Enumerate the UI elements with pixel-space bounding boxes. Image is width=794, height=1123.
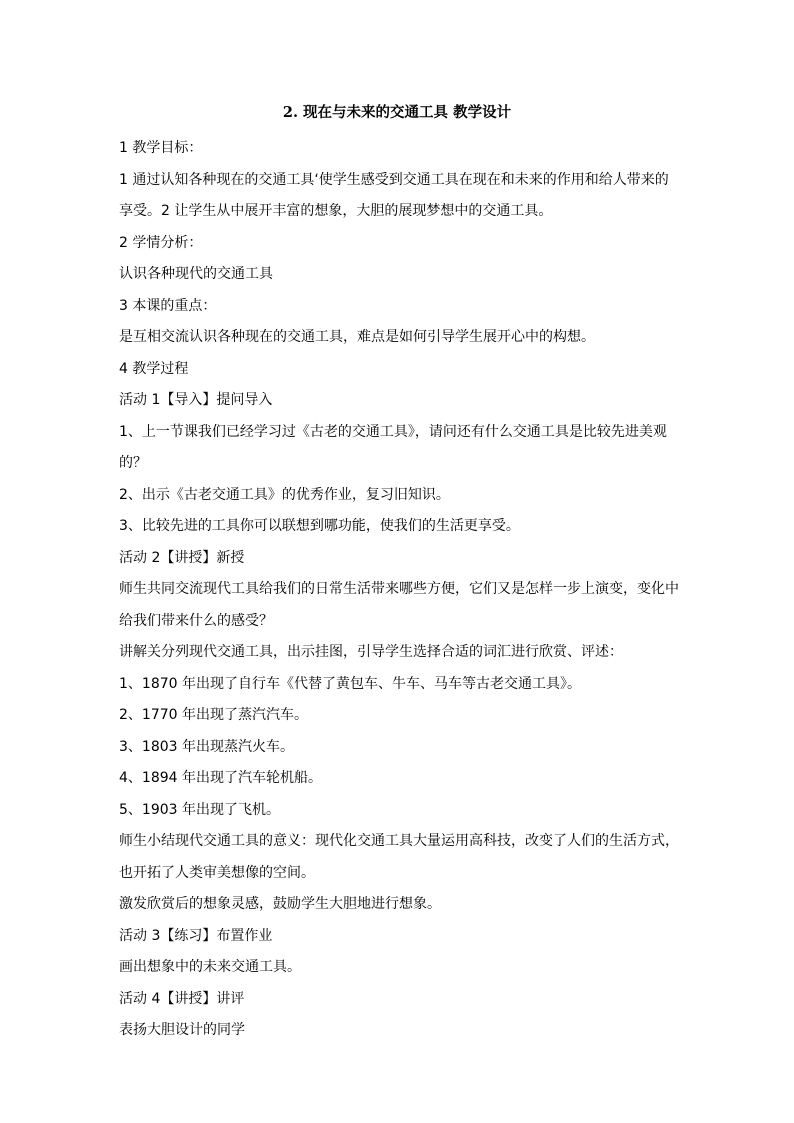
activity-heading: 活动 1【导入】提问导入	[119, 392, 273, 408]
document-title: 2. 现在与未来的交通工具 教学设计	[282, 104, 512, 121]
list-item: 4、1894 年出现了汽车轮机船。	[119, 770, 322, 786]
activity-heading: 活动 4【讲授】讲评	[119, 990, 245, 1007]
paragraph-line: 讲解关分列现代交通工具，出示挂图，引导学生选择合适的词汇进行欣赏、评述：	[119, 644, 623, 660]
paragraph-line: 也开拓了人类审美想像的空间。	[119, 864, 315, 881]
paragraph-line: 师生共同交流现代工具给我们的日常生活带来哪些方便，它们又是怎样一步上演变，变化中	[119, 581, 679, 597]
section-heading-analysis: 2 学情分析：	[119, 234, 203, 251]
paragraph-line: 表扬大胆设计的同学	[119, 1022, 245, 1038]
section-heading-objectives: 1 教学目标：	[119, 140, 203, 156]
paragraph-line: 师生小结现代交通工具的意义：现代化交通工具大量运用高科技，改变了人们的生活方式，	[119, 833, 679, 849]
activity-heading: 活动 2【讲授】新授	[119, 549, 245, 566]
paragraph-line: 1 通过认知各种现在的交通工具‘使学生感受到交通工具在现在和未来的作用和给人带来的	[119, 171, 669, 188]
list-item: 1、1870 年出现了自行车《代替了黄包车、牛车、马车等古老交通工具》。	[119, 675, 581, 692]
paragraph-line: 给我们带来什么的感受？	[119, 612, 273, 629]
paragraph-line: 认识各种现代的交通工具	[119, 266, 273, 282]
section-heading-key-points: 3 本课的重点：	[119, 297, 217, 314]
paragraph-line: 的？	[119, 455, 147, 471]
paragraph-line: 是互相交流认识各种现在的交通工具，难点是如何引导学生展开心中的构想。	[119, 329, 595, 345]
paragraph-line: 1、上一节课我们已经学习过《古老的交通工具》，请问还有什么交通工具是比较先进美观	[119, 423, 667, 440]
section-heading-process: 4 教学过程	[119, 360, 189, 377]
list-item: 3、1803 年出现蒸汽火车。	[119, 738, 294, 755]
paragraph-line: 画出想象中的未来交通工具。	[119, 959, 301, 975]
activity-heading: 活动 3【练习】布置作业	[119, 927, 273, 944]
paragraph-line: 2、出示《古老交通工具》的优秀作业，复习旧知识。	[119, 486, 450, 503]
paragraph-line: 激发欣赏后的想象灵感，鼓励学生大胆地进行想象。	[119, 896, 441, 912]
list-item: 2、1770 年出现了蒸汽汽车。	[119, 707, 308, 723]
paragraph-line: 享受。2 让学生从中展开丰富的想象，大胆的展现梦想中的交通工具。	[119, 203, 553, 219]
document-body	[119, 133, 679, 1047]
paragraph-line: 3、比较先进的工具你可以联想到哪功能，使我们的生活更享受。	[119, 518, 520, 534]
list-item: 5、1903 年出现了飞机。	[119, 801, 280, 818]
